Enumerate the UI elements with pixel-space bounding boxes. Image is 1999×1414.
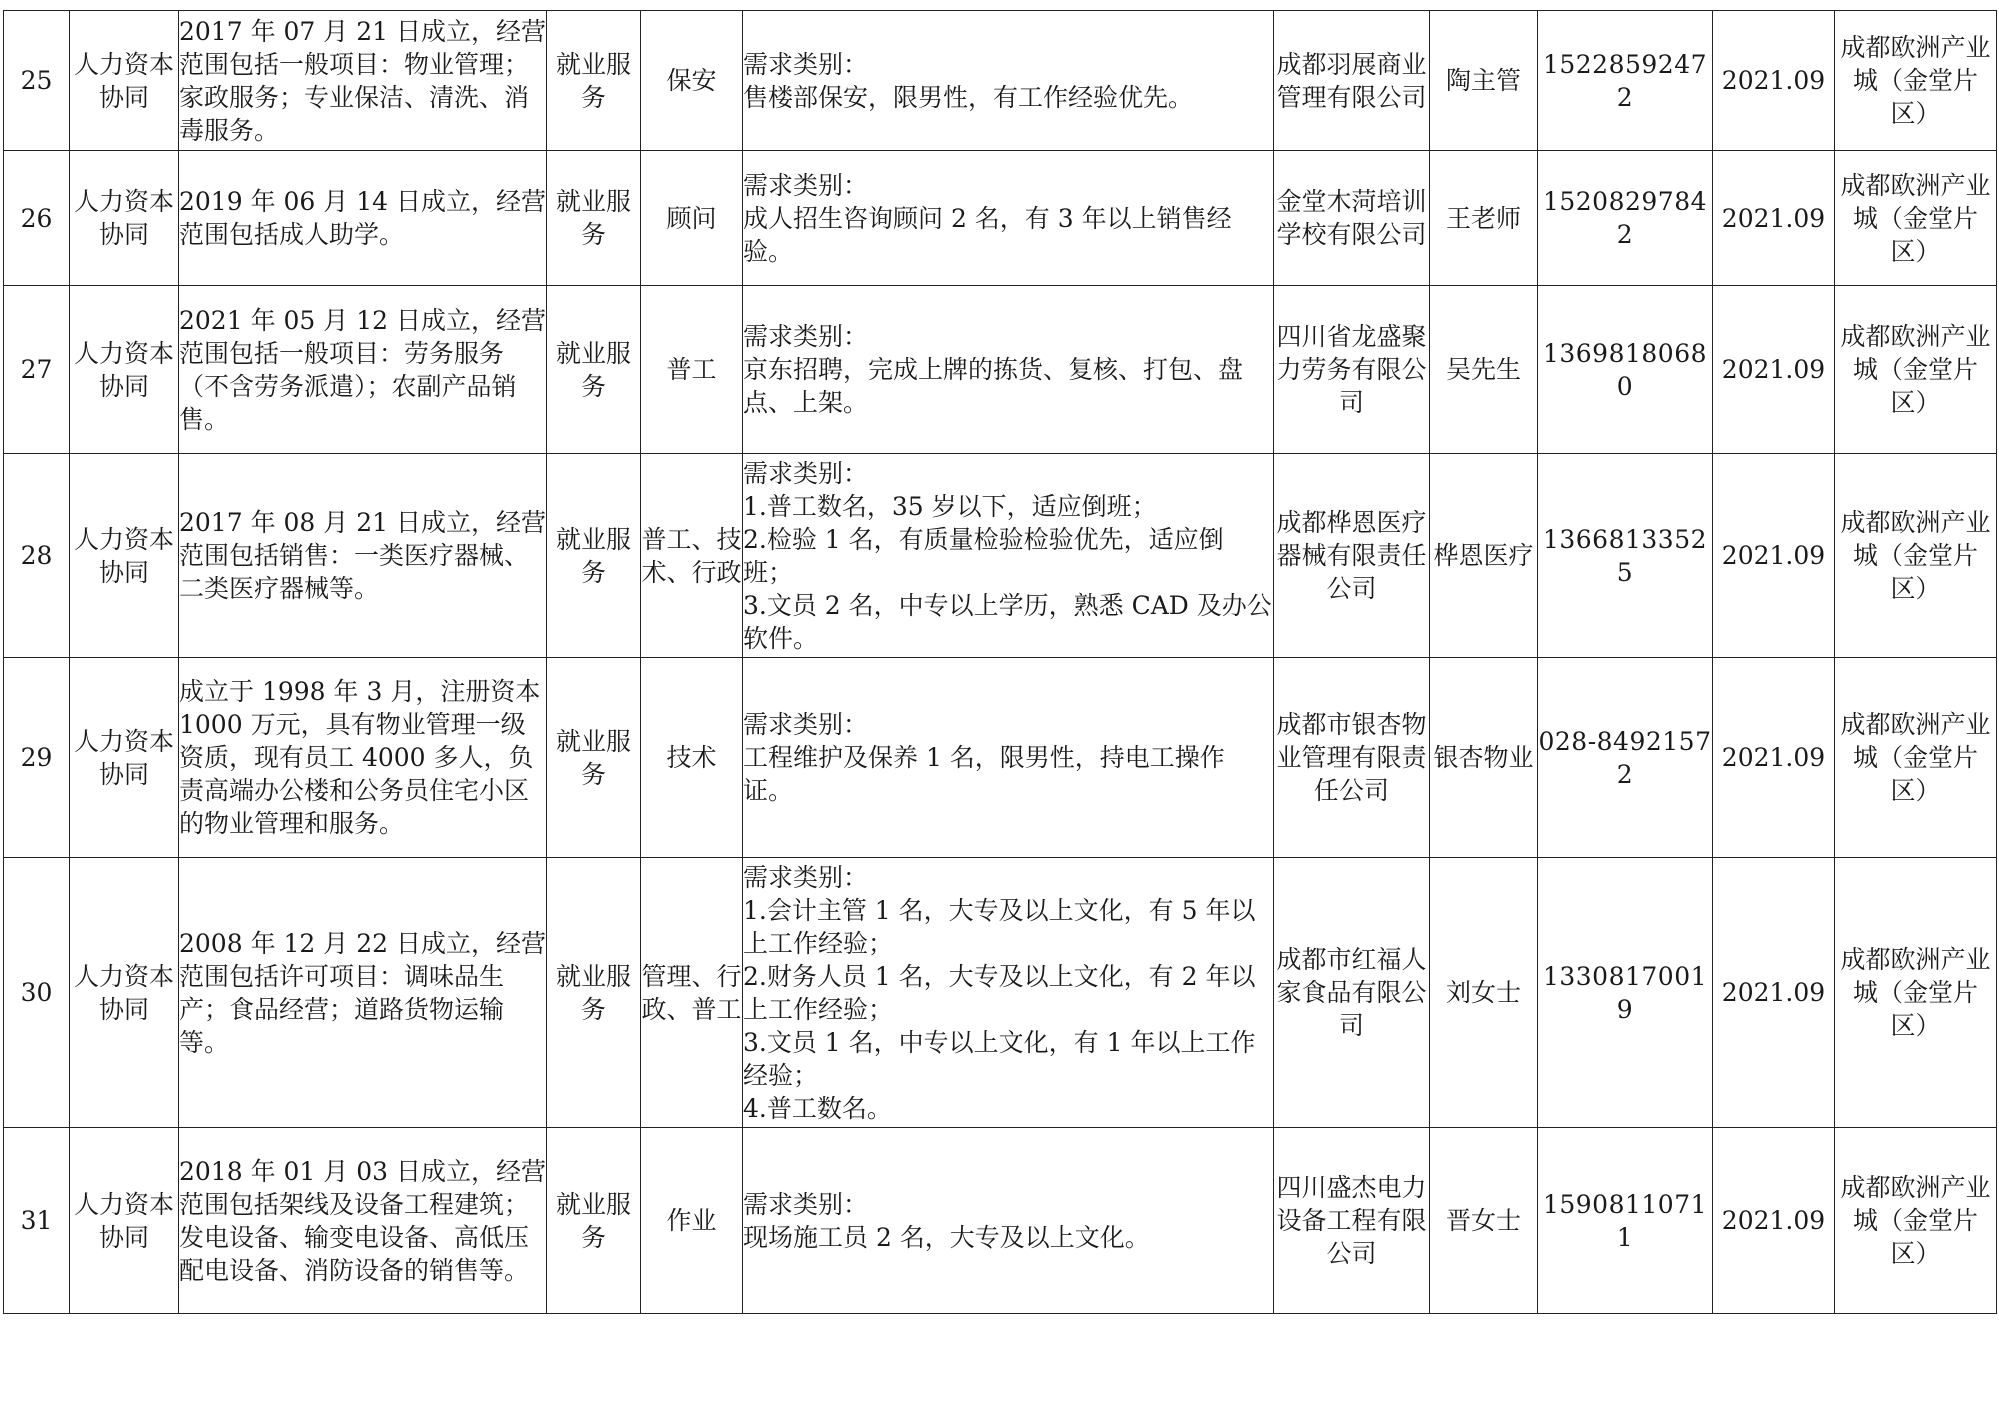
- row-number: 31: [4, 1128, 70, 1314]
- position-cell: 管理、行政、普工: [641, 858, 743, 1128]
- table-row: [4, 454, 1997, 658]
- table-row: [4, 658, 1997, 858]
- date-cell: 2021.09: [1713, 11, 1835, 151]
- location-cell: 成都欧洲产业城（金堂片区）: [1835, 286, 1997, 454]
- contact-person-cell: 王老师: [1430, 151, 1538, 286]
- row-number: 30: [4, 858, 70, 1128]
- table-row: [4, 858, 1997, 1128]
- demand-heading: 需求类别：: [743, 862, 869, 892]
- service-type-cell: 就业服务: [547, 858, 641, 1128]
- location-cell: 成都欧洲产业城（金堂片区）: [1835, 454, 1997, 658]
- demand-line: 工程维护及保养 1 名，限男性，持电工操作证。: [743, 743, 1225, 805]
- table-row: [4, 286, 1997, 454]
- demand-line: 京东招聘，完成上牌的拣货、复核、打包、盘点、上架。: [743, 355, 1244, 417]
- contact-phone-cell: 13668133525: [1538, 454, 1713, 658]
- demand-cell: [743, 11, 1274, 151]
- contact-person-cell: 刘女士: [1430, 858, 1538, 1128]
- location-cell: 成都欧洲产业城（金堂片区）: [1835, 11, 1997, 151]
- demand-line: 1.普工数名，35 岁以下，适应倒班；: [743, 491, 1157, 521]
- company-name-cell: 金堂木菏培训学校有限公司: [1274, 151, 1430, 286]
- company-profile-cell: 成立于 1998 年 3 月，注册资本 1000 万元，具有物业管理一级资质，现有员工 4000 多人，负责高端办公楼和公务员住宅小区的物业管理和服务。: [179, 658, 547, 858]
- row-number: 28: [4, 454, 70, 658]
- demand-heading: 需求类别：: [743, 1189, 869, 1219]
- demand-line: 售楼部保安，限男性，有工作经验优先。: [743, 82, 1194, 112]
- category-cell: 人力资本协同: [70, 286, 179, 454]
- row-number: 27: [4, 286, 70, 454]
- contact-phone-cell: 15228592472: [1538, 11, 1713, 151]
- demand-cell: [743, 454, 1274, 658]
- category-cell: 人力资本协同: [70, 1128, 179, 1314]
- company-profile-cell: 2017 年 07 月 21 日成立，经营范围包括一般项目：物业管理；家政服务；专业保洁、清洗、消毒服务。: [179, 11, 547, 151]
- category-cell: 人力资本协同: [70, 11, 179, 151]
- demand-heading: 需求类别：: [743, 49, 869, 79]
- demand-cell: [743, 286, 1274, 454]
- service-type-cell: 就业服务: [547, 658, 641, 858]
- company-name-cell: 四川盛杰电力设备工程有限公司: [1274, 1128, 1430, 1314]
- demand-line: 1.会计主管 1 名，大专及以上文化，有 5 年以上工作经验；: [743, 895, 1256, 958]
- service-type-cell: 就业服务: [547, 11, 641, 151]
- demand-cell: [743, 858, 1274, 1128]
- position-cell: 普工: [641, 286, 743, 454]
- category-cell: 人力资本协同: [70, 151, 179, 286]
- demand-cell: [743, 658, 1274, 858]
- company-profile-cell: 2008 年 12 月 22 日成立，经营范围包括许可项目：调味品生产；食品经营；道路货物运输等。: [179, 858, 547, 1128]
- company-profile-cell: 2017 年 08 月 21 日成立，经营范围包括销售：一类医疗器械、二类医疗器械等。: [179, 454, 547, 658]
- demand-heading: 需求类别：: [743, 458, 869, 488]
- category-cell: 人力资本协同: [70, 658, 179, 858]
- demand-cell: [743, 1128, 1274, 1314]
- contact-person-cell: 银杏物业: [1430, 658, 1538, 858]
- demand-line: 3.文员 1 名，中专以上文化，有 1 年以上工作经验；: [743, 1027, 1256, 1090]
- contact-phone-cell: 15908110711: [1538, 1128, 1713, 1314]
- table-row: [4, 1128, 1997, 1314]
- location-cell: 成都欧洲产业城（金堂片区）: [1835, 658, 1997, 858]
- table-row: [4, 11, 1997, 151]
- company-name-cell: 成都羽展商业管理有限公司: [1274, 11, 1430, 151]
- row-number: 29: [4, 658, 70, 858]
- contact-person-cell: 陶主管: [1430, 11, 1538, 151]
- position-cell: 顾问: [641, 151, 743, 286]
- date-cell: 2021.09: [1713, 286, 1835, 454]
- service-type-cell: 就业服务: [547, 1128, 641, 1314]
- position-cell: 作业: [641, 1128, 743, 1314]
- position-cell: 普工、技术、行政: [641, 454, 743, 658]
- location-cell: 成都欧洲产业城（金堂片区）: [1835, 151, 1997, 286]
- demand-cell: [743, 151, 1274, 286]
- company-name-cell: 四川省龙盛聚力劳务有限公司: [1274, 286, 1430, 454]
- recruitment-table: [3, 10, 1997, 1314]
- category-cell: 人力资本协同: [70, 454, 179, 658]
- contact-person-cell: 晋女士: [1430, 1128, 1538, 1314]
- location-cell: 成都欧洲产业城（金堂片区）: [1835, 1128, 1997, 1314]
- demand-line: 成人招生咨询顾问 2 名，有 3 年以上销售经验。: [743, 203, 1232, 266]
- demand-line: 2.检验 1 名，有质量检验检验优先，适应倒班；: [743, 524, 1224, 587]
- demand-line: 现场施工员 2 名，大专及以上文化。: [743, 1222, 1150, 1252]
- location-cell: 成都欧洲产业城（金堂片区）: [1835, 858, 1997, 1128]
- date-cell: 2021.09: [1713, 1128, 1835, 1314]
- demand-heading: 需求类别：: [743, 170, 869, 200]
- contact-phone-cell: 028-84921572: [1538, 658, 1713, 858]
- date-cell: 2021.09: [1713, 454, 1835, 658]
- demand-line: 2.财务人员 1 名，大专及以上文化，有 2 年以上工作经验；: [743, 961, 1256, 1024]
- date-cell: 2021.09: [1713, 858, 1835, 1128]
- contact-phone-cell: 15208297842: [1538, 151, 1713, 286]
- row-number: 25: [4, 11, 70, 151]
- service-type-cell: 就业服务: [547, 454, 641, 658]
- company-name-cell: 成都市红福人家食品有限公司: [1274, 858, 1430, 1128]
- table-row: [4, 151, 1997, 286]
- service-type-cell: 就业服务: [547, 286, 641, 454]
- company-name-cell: 成都桦恩医疗器械有限责任公司: [1274, 454, 1430, 658]
- service-type-cell: 就业服务: [547, 151, 641, 286]
- demand-heading: 需求类别：: [743, 710, 869, 739]
- contact-person-cell: 吴先生: [1430, 286, 1538, 454]
- demand-line: 3.文员 2 名，中专以上学历，熟悉 CAD 及办公软件。: [743, 590, 1272, 653]
- date-cell: 2021.09: [1713, 151, 1835, 286]
- contact-phone-cell: 13698180680: [1538, 286, 1713, 454]
- date-cell: 2021.09: [1713, 658, 1835, 858]
- company-profile-cell: 2021 年 05 月 12 日成立，经营范围包括一般项目：劳务服务（不含劳务派遣）；农副产品销售。: [179, 286, 547, 454]
- company-profile-cell: 2018 年 01 月 03 日成立，经营范围包括架线及设备工程建筑；发电设备、输变电设备、高低压配电设备、消防设备的销售等。: [179, 1128, 547, 1314]
- contact-person-cell: 桦恩医疗: [1430, 454, 1538, 658]
- category-cell: 人力资本协同: [70, 858, 179, 1128]
- demand-line: 4.普工数名。: [743, 1093, 892, 1123]
- demand-heading: 需求类别：: [743, 322, 869, 351]
- company-name-cell: 成都市银杏物业管理有限责任公司: [1274, 658, 1430, 858]
- company-profile-cell: 2019 年 06 月 14 日成立，经营范围包括成人助学。: [179, 151, 547, 286]
- position-cell: 技术: [641, 658, 743, 858]
- position-cell: 保安: [641, 11, 743, 151]
- row-number: 26: [4, 151, 70, 286]
- contact-phone-cell: 13308170019: [1538, 858, 1713, 1128]
